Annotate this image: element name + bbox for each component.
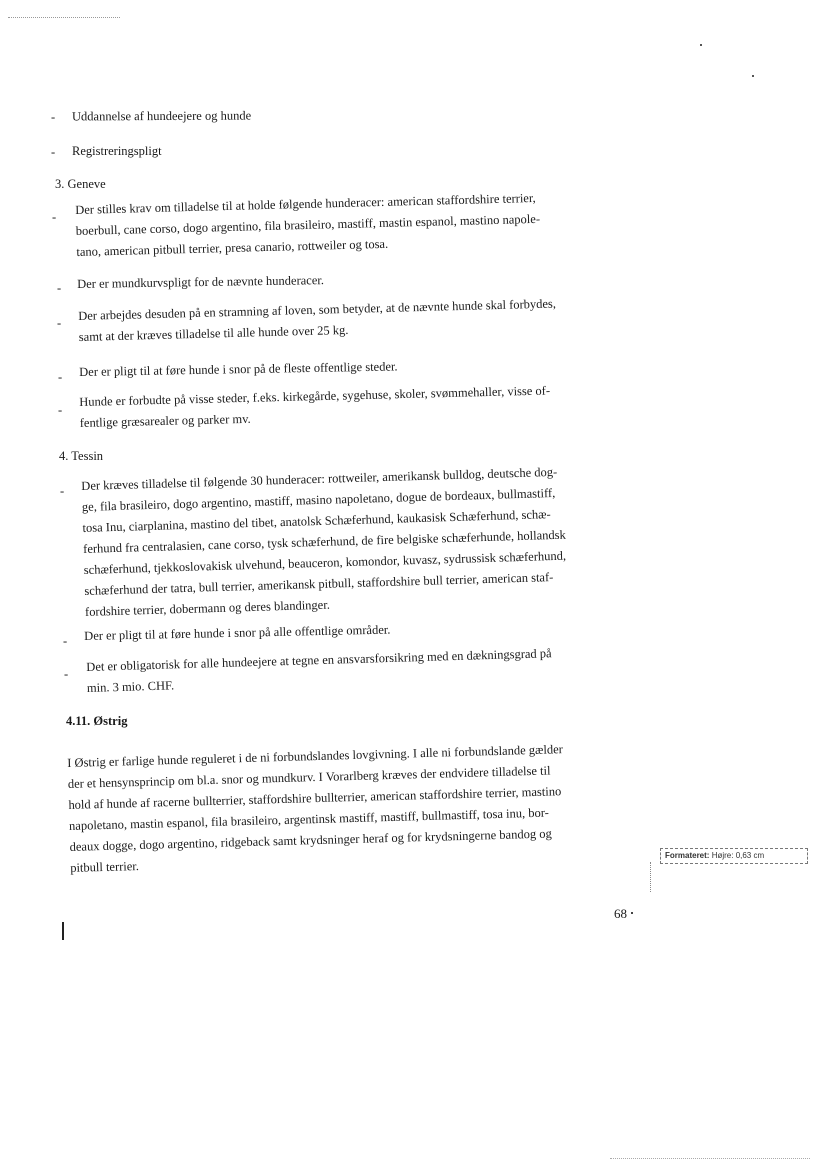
bullet-dash: -: [57, 316, 62, 330]
text-line: fentlige græsarealer og parker mv.: [79, 411, 251, 430]
bullet-dash: -: [52, 210, 57, 224]
text-line: tosa Inu, ciarplanina, mastino del tibet, anatolsk Schæferhund, kaukasisk Schæferhund, schæ-: [82, 507, 551, 535]
scan-speck: [700, 44, 702, 46]
scan-artifact-line: [8, 17, 120, 18]
bullet-dash: -: [60, 484, 65, 498]
bullet-registreringspligt: Registreringspligt: [72, 144, 162, 158]
text-line: deaux dogge, dogo argentino, ridgeback samt krydsninger heraf og for krydsningerne bandog og: [69, 826, 552, 854]
text-line: Der er mundkurvspligt for de nævnte hunderacer.: [77, 273, 325, 291]
bullet-dash: -: [58, 370, 63, 384]
bullet-dash: -: [58, 403, 63, 417]
section-heading-ostrig: 4.11. Østrig: [66, 714, 128, 728]
tessin-bullet-1: [81, 460, 630, 623]
scan-artifact-line: [610, 1158, 810, 1159]
text-line: Der stilles krav om tilladelse til at holde følgende hunderacer: american staffordshire terrier,: [75, 190, 536, 217]
heading-tessin: 4. Tessin: [59, 449, 104, 463]
text-line: Der arbejdes desuden på en stramning af loven, som betyder, at de nævnte hunde skal forbydes,: [78, 296, 557, 323]
text-line: Der kræves tilladelse til følgende 30 hunderacer: rottweiler, amerikansk bulldog, deutsche dog-: [81, 464, 558, 493]
change-bar: [62, 922, 64, 940]
text-line: boerbull, cane corso, dogo argentino, fila brasileiro, mastiff, mastin espanol, mastino napole-: [75, 211, 541, 238]
text-line: Det er obligatorisk for alle hundeejere at tegne en ansvarsforsikring med en dækningsgrad på: [86, 646, 552, 674]
tessin-bullet-3: [86, 641, 632, 699]
ostrig-paragraph: [67, 739, 566, 879]
geneve-bullet-3: [78, 292, 624, 348]
formatting-value: Højre: 0,63 cm: [711, 851, 765, 860]
text-line: I Østrig er farlige hunde reguleret i de ni forbundslandes lovgivning. I alle ni forbundslande gælder: [67, 742, 563, 770]
geneve-bullet-2: [77, 265, 622, 295]
text-line: Der er pligt til at føre hunde i snor på de fleste offentlige steder.: [79, 359, 398, 379]
text-line: ferhund fra centralasien, cane corso, tysk schæferhund, de fire belgiske schæferhunde, hollandsk: [82, 527, 566, 556]
text-line: ge, fila brasileiro, dogo argentino, mastiff, masino napoletano, dogue de bordeaux, bullmastiff,: [81, 485, 556, 514]
bullet-dash: -: [64, 667, 69, 681]
text-line: Der er pligt til at føre hunde i snor på alle offentlige områder.: [84, 622, 391, 643]
formatting-label: Formateret:: [665, 851, 710, 860]
text-line: hold af hunde af racerne bullterrier, staffordshire bullterrier, american staffordshire terrier, mastino: [68, 784, 562, 812]
geneve-bullet-4: [79, 352, 624, 383]
geneve-bullet-5: [79, 379, 625, 434]
comment-connector: [650, 862, 663, 892]
text-line: samt at der kræves tilladelse til alle hunde over 25 kg.: [78, 322, 349, 344]
text-line: schæferhund, tjekkoslovakisk ulvehund, beauceron, komondor, kuvasz, sydrussisk schæferhund,: [83, 548, 567, 577]
bullet-dash: -: [63, 634, 68, 648]
text-line: tano, american pitbull terrier, presa canario, rottweiler og tosa.: [76, 236, 389, 259]
bullet-uddannelse: Uddannelse af hundeejere og hunde: [71, 108, 252, 124]
text-line: napoletano, mastin espanol, fila brasileiro, argentinsk mastiff, mastiff, bullmastiff, tosa inu, bor-: [68, 805, 550, 833]
scan-speck: [752, 75, 754, 77]
text-line: min. 3 mio. CHF.: [86, 678, 175, 695]
text-line: pitbull terrier.: [70, 859, 140, 875]
page-number-mark: [631, 912, 633, 914]
bullet-dash: -: [51, 145, 56, 159]
bullet-dash: -: [57, 281, 62, 295]
bullet-dash: -: [51, 110, 56, 124]
text-line: fordshire terrier, dobermann og deres blandinger.: [84, 597, 331, 619]
page-number: 68: [614, 906, 627, 921]
text-line: der et hensynsprincip om bl.a. snor og mundkurv. I Vorarlberg kræves der endvidere tilladelse til: [67, 763, 551, 791]
formatting-comment: [660, 848, 808, 864]
heading-geneve: 3. Geneve: [55, 177, 106, 191]
text-line: Hunde er forbudte på visse steder, f.eks. kirkegårde, sygehuse, skoler, svømmehaller, visse of-: [79, 383, 551, 409]
text-line: schæferhund der tatra, bull terrier, amerikansk pitbull, staffordshire bull terrier, american staf-: [84, 570, 554, 598]
geneve-bullet-1: [75, 186, 621, 263]
